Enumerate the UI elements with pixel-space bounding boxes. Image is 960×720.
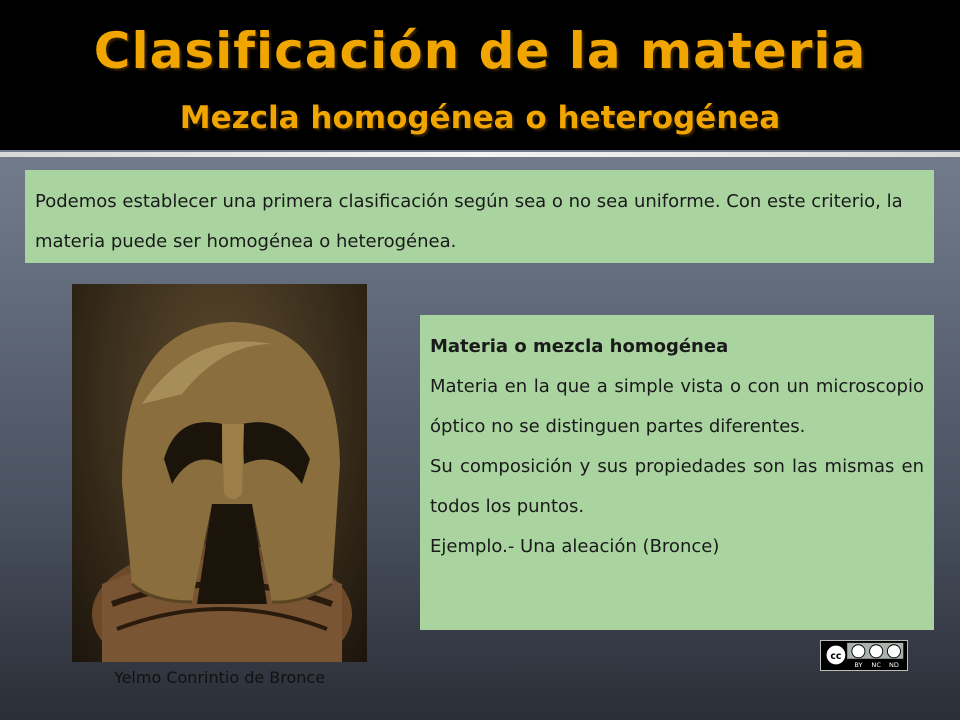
- image-caption: Yelmo Conrintio de Bronce: [113, 668, 326, 687]
- helmet-photo: [72, 284, 367, 662]
- intro-text-box: [25, 170, 934, 263]
- svg-text:cc: cc: [830, 650, 842, 662]
- page-title: Clasificación de la materia: [93, 22, 867, 80]
- license-label: ND: [888, 661, 899, 670]
- creative-commons-icon: [821, 641, 907, 670]
- license-label: BY: [854, 661, 863, 670]
- header-bar: [0, 0, 960, 150]
- creative-commons-badge: [820, 640, 908, 671]
- definition-paragraph: Materia en la que a simple vista o con un microscopio óptico no se distinguen partes diferentes.: [430, 376, 924, 437]
- example-paragraph: Ejemplo.- Una aleación (Bronce): [430, 536, 720, 557]
- intro-text: Podemos establecer una primera clasificación según sea o no sea uniforme. Con este criterio, la materia puede ser homogénea o heterogénea.: [35, 191, 903, 252]
- definition-box: [420, 315, 934, 630]
- page-subtitle: Mezcla homogénea o heterogénea: [179, 100, 781, 136]
- header-divider: [0, 152, 960, 157]
- corinthian-helmet-icon: [72, 284, 367, 662]
- definition-heading: Materia o mezcla homogénea: [430, 336, 729, 357]
- license-label: NC: [871, 661, 881, 670]
- definition-paragraph: Su composición y sus propiedades son las mismas en todos los puntos.: [430, 456, 924, 517]
